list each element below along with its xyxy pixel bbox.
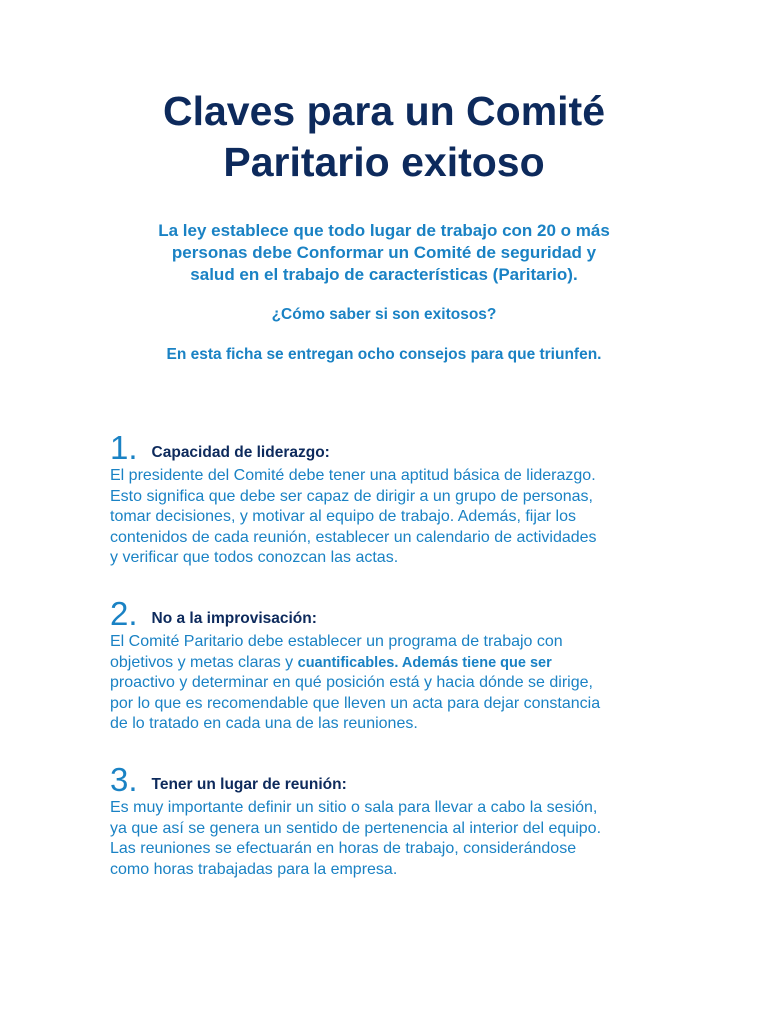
body-line: por lo que es recomendable que lleven un acta para dejar constancia	[110, 694, 601, 712]
body-line: Es muy importante definir un sitio o sala para llevar a cabo la sesión,	[110, 799, 598, 816]
page-title	[0, 86, 768, 188]
body-line: El Comité Paritario debe establecer un programa de trabajo con	[110, 633, 563, 650]
tip-heading	[110, 762, 658, 798]
tip-number: 1.	[110, 429, 138, 466]
tip-body	[110, 798, 658, 880]
tip-body	[110, 632, 658, 735]
title-line: Paritario exitoso	[223, 139, 545, 185]
tip-heading	[110, 596, 658, 632]
intro-line: La ley establece que todo lugar de trabajo con 20 o más	[158, 221, 610, 240]
intro-line: salud en el trabajo de características (Paritario).	[190, 265, 578, 284]
summary-text: En esta ficha se entregan ocho consejos para que triunfen.	[166, 346, 602, 363]
body-line: proactivo y determinar en qué posición está y hacia dónde se dirige,	[110, 674, 593, 691]
body-line: contenidos de cada reunión, establecer un calendario de actividades	[110, 528, 597, 546]
tip-body	[110, 466, 658, 569]
body-line: como horas trabajadas para la empresa.	[110, 860, 398, 878]
intro-paragraph	[80, 220, 688, 286]
emphasis-text: cuantificables. Además tiene que ser	[297, 654, 552, 671]
tip-section-3	[110, 762, 658, 880]
body-line: Esto significa que debe ser capaz de dirigir a un grupo de personas,	[110, 487, 593, 505]
tip-title: Tener un lugar de reunión:	[151, 776, 347, 793]
body-line	[110, 653, 658, 674]
body-line: El presidente del Comité debe tener una aptitud básica de liderazgo.	[110, 467, 596, 484]
tip-heading	[110, 430, 658, 466]
tip-section-1	[110, 430, 658, 569]
intro-line: personas debe Conformar un Comité de seguridad y	[171, 243, 597, 262]
tip-title: No a la improvisación:	[151, 610, 317, 627]
tip-title: Capacidad de liderazgo:	[151, 444, 330, 461]
tip-section-2	[110, 596, 658, 735]
body-line: Las reuniones se efectuarán en horas de trabajo, considerándose	[110, 840, 577, 857]
body-line: y verificar que todos conozcan las actas.	[110, 549, 399, 566]
body-line: ya que así se genera un sentido de pertenencia al interior del equipo.	[110, 819, 602, 837]
question-text: ¿Cómo saber si son exitosos?	[271, 306, 497, 323]
tip-number: 2.	[110, 595, 138, 632]
tip-number: 3.	[110, 761, 138, 798]
title-line: Claves para un Comité	[162, 88, 606, 134]
body-line: de lo tratado en cada una de las reuniones.	[110, 715, 418, 732]
body-line: tomar decisiones, y motivar al equipo de trabajo. Además, fijar los	[110, 508, 577, 525]
body-text: objetivos y metas claras y	[110, 653, 298, 671]
